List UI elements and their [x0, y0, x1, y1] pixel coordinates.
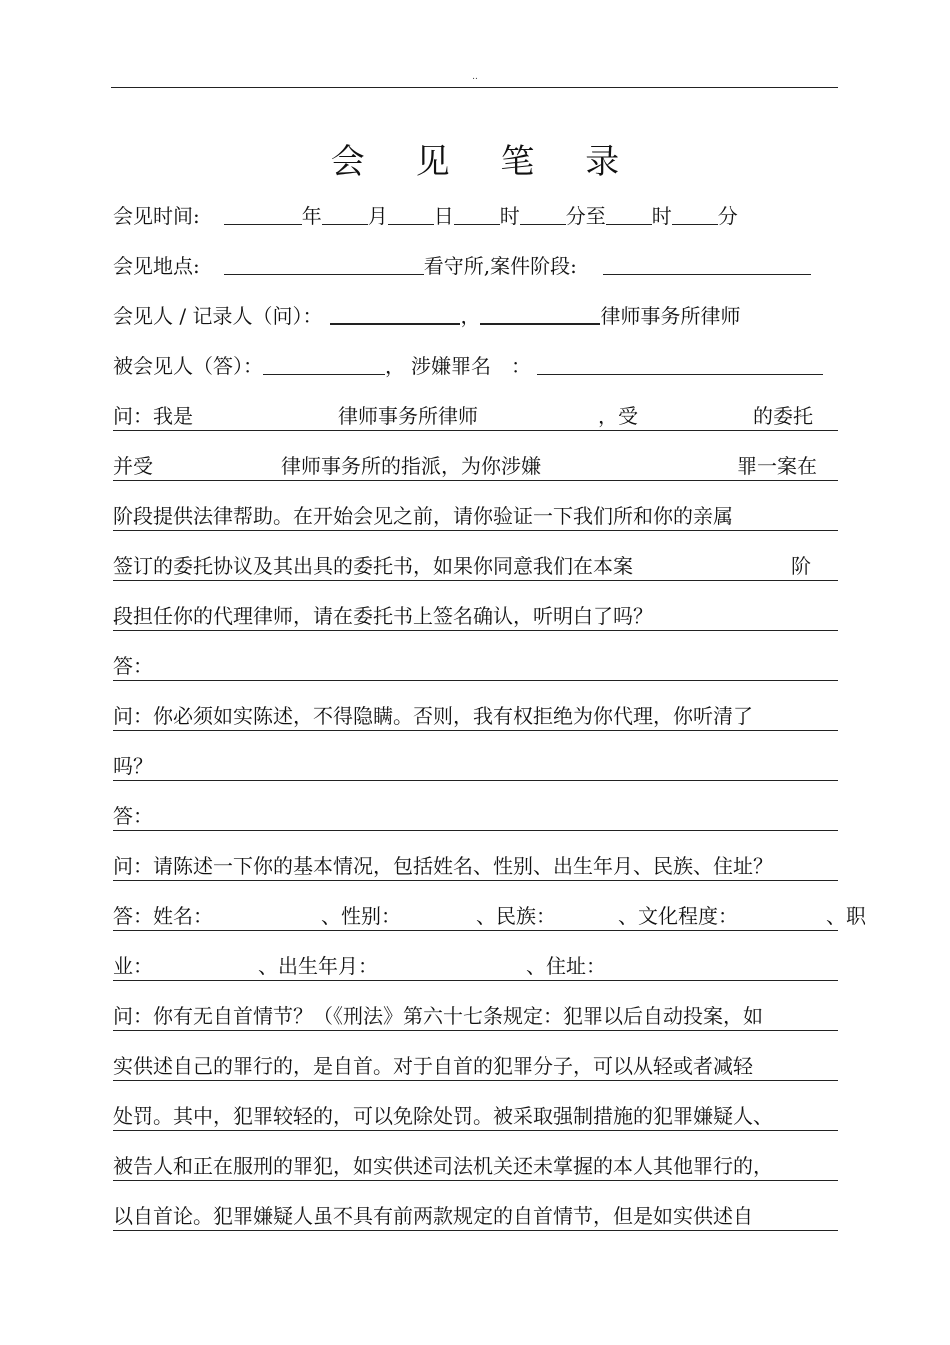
qa-text: 、民族： — [476, 904, 556, 928]
answer-line[interactable] — [113, 801, 838, 831]
qa-text: 阶 — [791, 554, 811, 578]
qa-text: 被告人和正在服刑的罪犯，如实供述司法机关还未掌握的本人其他罪行的， — [113, 1154, 773, 1178]
qa-line — [113, 601, 838, 631]
interviewee-field[interactable] — [263, 352, 385, 375]
qa-text: 罪一案在 — [737, 454, 817, 478]
unit-minute-to: 分至 — [565, 204, 606, 228]
interviewer-label: 会见人 / 记录人（问）： — [113, 304, 323, 328]
month-field[interactable] — [322, 202, 368, 225]
qa-text: ，受 — [598, 404, 638, 428]
interviewer-field[interactable] — [330, 301, 460, 325]
interviewer-row — [113, 301, 838, 331]
qa-line — [113, 501, 838, 531]
qa-line — [113, 451, 838, 481]
qa-line — [113, 751, 838, 781]
charge-label: 涉嫌罪名 ： — [411, 354, 531, 378]
meeting-place-row — [113, 251, 838, 281]
qa-text: 段担任你的代理律师，请在委托书上签名确认，听明白了吗？ — [113, 604, 653, 628]
qa-text: 处罚。其中，犯罪较轻的，可以免除处罚。被采取强制措施的犯罪嫌疑人、 — [113, 1104, 773, 1128]
qa-text: 、出生年月： — [258, 954, 378, 978]
day-field[interactable] — [388, 202, 434, 225]
qa-text: 以自首论。犯罪嫌疑人虽不具有前两款规定的自首情节，但是如实供述自 — [113, 1204, 753, 1228]
unit-hour: 时 — [499, 204, 520, 228]
qa-text: 问：你有无自首情节？（《刑法》第六十七条规定：犯罪以后自动投案，如 — [113, 1004, 763, 1028]
meeting-time-label: 会见时间: — [113, 204, 200, 228]
qa-text: 业： — [113, 954, 153, 978]
qa-text: 实供述自己的罪行的，是自首。对于自首的犯罪分子，可以从轻或者减轻 — [113, 1054, 753, 1078]
qa-text: 并受 — [113, 454, 153, 478]
case-stage-label: 案件阶段: — [490, 254, 577, 278]
qa-text: 律师事务所律师 — [338, 404, 478, 428]
unit-end-hour: 时 — [651, 204, 672, 228]
qa-line — [113, 401, 838, 431]
qa-line — [113, 851, 838, 881]
end-minute-field[interactable] — [672, 202, 718, 225]
interviewee-row — [113, 351, 838, 381]
answer-line[interactable] — [113, 651, 838, 681]
header-rule — [111, 87, 838, 88]
title-char: 见 — [415, 142, 450, 182]
title-char: 笔 — [500, 142, 535, 182]
qa-text: 阶段提供法律帮助。在开始会见之前，请你验证一下我们所和你的亲属 — [113, 504, 733, 528]
qa-text: 问：请陈述一下你的基本情况，包括姓名、性别、出生年月、民族、住址？ — [113, 854, 773, 878]
page-title — [0, 134, 950, 183]
recorder-field[interactable] — [480, 301, 600, 325]
end-hour-field[interactable] — [606, 202, 652, 225]
qa-text: 、住址： — [526, 954, 606, 978]
unit-day: 日 — [433, 204, 454, 228]
qa-text: 、文化程度： — [618, 904, 738, 928]
basic-info-line[interactable] — [113, 951, 838, 981]
qa-text: 答： — [113, 804, 153, 828]
qa-text: 律师事务所的指派，为你涉嫌 — [281, 454, 541, 478]
qa-line — [113, 1001, 838, 1031]
header-mark: .. — [472, 72, 478, 82]
qa-text: 、性别： — [321, 904, 401, 928]
unit-month: 月 — [367, 204, 388, 228]
detention-center-text: 看守所, — [423, 254, 491, 278]
detention-center-field[interactable] — [224, 252, 424, 275]
interviewer-sep: ， — [460, 304, 481, 328]
case-stage-field[interactable] — [603, 252, 811, 275]
unit-end-minute: 分 — [717, 204, 738, 228]
qa-line — [113, 1101, 838, 1131]
interviewee-sep: ， — [385, 354, 405, 378]
qa-text: 吗？ — [113, 754, 153, 778]
basic-info-line[interactable] — [113, 901, 866, 931]
qa-text: 答：姓名： — [113, 904, 213, 928]
qa-line — [113, 1151, 838, 1181]
qa-text: 答： — [113, 654, 153, 678]
qa-text: 签订的委托协议及其出具的委托书，如果你同意我们在本案 — [113, 554, 633, 578]
qa-line — [113, 551, 838, 581]
title-char: 录 — [585, 142, 620, 182]
law-firm-text: 律师事务所律师 — [600, 304, 741, 328]
qa-text: 、职 — [826, 904, 866, 928]
interviewee-label: 被会见人（答）： — [113, 354, 263, 378]
qa-text: 的委托 — [753, 404, 813, 428]
charge-field[interactable] — [537, 352, 823, 375]
meeting-place-label: 会见地点: — [113, 254, 200, 278]
meeting-time-row — [113, 201, 838, 231]
unit-year: 年 — [301, 204, 322, 228]
hour-field[interactable] — [454, 202, 500, 225]
qa-line — [113, 1051, 838, 1081]
qa-text: 问：你必须如实陈述，不得隐瞒。否则，我有权拒绝为你代理，你听清了 — [113, 704, 753, 728]
title-char: 会 — [330, 142, 365, 182]
qa-text: 问：我是 — [113, 404, 193, 428]
qa-line — [113, 1201, 838, 1231]
qa-line — [113, 701, 838, 731]
year-field[interactable] — [224, 202, 302, 225]
minute-field[interactable] — [520, 202, 566, 225]
